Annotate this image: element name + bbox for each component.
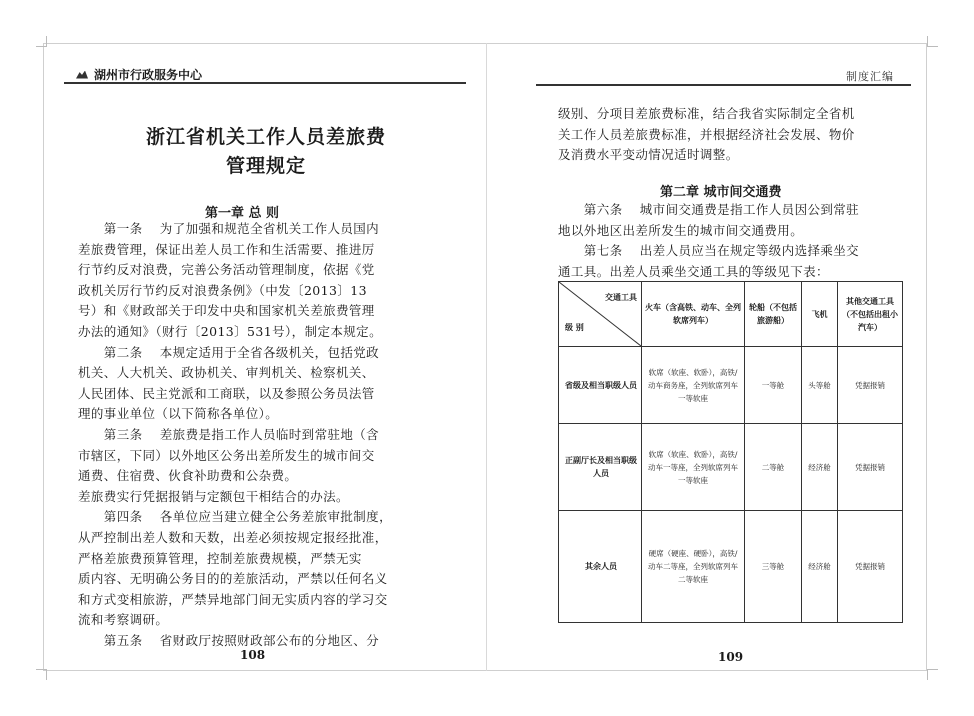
crop-mark bbox=[927, 669, 938, 680]
row-level: 其余人员 bbox=[585, 562, 617, 571]
right-header-rule bbox=[536, 84, 911, 86]
text-line: 市辖区，下同）以外地区公务出差所发生的城市间交 bbox=[78, 447, 375, 463]
text-line: 机关、人大机关、政协机关、审判机关、检察机关、 bbox=[78, 365, 375, 381]
row-other: 凭据报销 bbox=[855, 462, 885, 472]
row-train: 软席（软座、软卧），高铁/动车商务座，全列软席列车一等软座 bbox=[648, 367, 738, 403]
text-line: 第四条 各单位应当建立健全公务差旅审批制度， bbox=[78, 509, 392, 525]
text-line: 流和考察调研。 bbox=[78, 612, 169, 628]
row-train: 软席（软座、软卧），高铁/动车一等座，全列软席列车一等软座 bbox=[648, 449, 738, 485]
left-header-rule bbox=[64, 82, 466, 84]
row-level: 正副厅长及相当职级人员 bbox=[565, 456, 637, 478]
left-running-header bbox=[76, 66, 202, 83]
corner-header-bottom: 级 别 bbox=[565, 322, 584, 332]
table-divider bbox=[641, 282, 642, 622]
text-line: 和方式变相旅游，严禁异地部门间无实质内容的学习交 bbox=[78, 591, 388, 607]
text-line: 质内容、无明确公务目的的差旅活动，严禁以任何名义 bbox=[78, 571, 388, 587]
text-line: 第七条 出差人员应当在规定等级内选择乘坐交 bbox=[558, 243, 860, 259]
crop-mark bbox=[927, 36, 938, 47]
text-line: 差旅费管理，保证出差人员工作和生活需要、推进厉 bbox=[78, 241, 375, 257]
text-line: 第六条 城市间交通费是指工作人员因公到常驻 bbox=[558, 202, 860, 217]
right-header-title: 制度汇编 bbox=[846, 70, 894, 83]
row-plane: 头等舱 bbox=[808, 380, 831, 390]
header-other: 其他交通工具（不包括出租小汽车） bbox=[842, 296, 898, 332]
text-line: 及消费水平变动情况适时调整。 bbox=[558, 147, 739, 163]
crop-mark bbox=[36, 669, 47, 680]
text-line: 号）和《财政部关于印发中央和国家机关差旅费管理 bbox=[78, 303, 375, 319]
header-train: 火车（含高铁、动车、全列软席列车） bbox=[645, 303, 741, 325]
row-other: 凭据报销 bbox=[855, 380, 885, 390]
text-line: 政机关厉行节约反对浪费条例》（中发〔2013〕13 bbox=[78, 282, 367, 298]
row-level: 省级及相当职级人员 bbox=[565, 380, 637, 390]
left-header-title: 湖州市行政服务中心 bbox=[94, 68, 203, 82]
row-ship: 二等舱 bbox=[761, 462, 785, 472]
row-ship: 一等舱 bbox=[761, 380, 785, 390]
row-train: 硬席（硬座、硬卧），高铁/动车二等座，全列软席列车二等软座 bbox=[648, 549, 738, 584]
text-line: 通费、住宿费、伙食补助费和公杂费。 bbox=[78, 468, 298, 484]
page-number-left: 108 bbox=[240, 648, 266, 662]
text-line: 级别、分项目差旅费标准，结合我省实际制定全省机 bbox=[558, 106, 855, 121]
crop-mark bbox=[36, 36, 47, 47]
text-line: 第二条 本规定适用于全省各级机关，包括党政 bbox=[78, 344, 380, 360]
text-line: 人民团体、民主党派和工商联，以及参照公务员法管 bbox=[78, 385, 375, 401]
text-line: 第五条 省财政厅按照财政部公布的分地区、分 bbox=[78, 633, 380, 648]
row-ship: 三等舱 bbox=[761, 562, 785, 571]
row-plane: 经济舱 bbox=[808, 462, 831, 472]
mountain-logo-icon bbox=[76, 71, 88, 79]
header-plane: 飞机 bbox=[811, 309, 828, 319]
text-line: 第一条 为了加强和规范全省机关工作人员国内 bbox=[78, 221, 380, 236]
row-plane: 经济舱 bbox=[808, 562, 831, 571]
row-other: 凭据报销 bbox=[855, 562, 885, 571]
text-line: 地以外地区出差所发生的城市间交通费用。 bbox=[558, 222, 804, 238]
text-line: 通工具。出差人员乘坐交通工具的等级见下表： bbox=[558, 263, 829, 279]
text-line: 第三条 差旅费是指工作人员临时到常驻地（含 bbox=[78, 427, 380, 442]
text-line: 办法的通知》（财行〔2013〕531号），制定本规定。 bbox=[78, 324, 382, 339]
text-line: 关工作人员差旅费标准，并根据经济社会发展、物价 bbox=[558, 126, 855, 142]
text-line: 行节约反对浪费，完善公务活动管理制度，依据《党 bbox=[78, 262, 375, 278]
chapter-heading-2: 第二章 城市间交通费 bbox=[660, 185, 782, 200]
text-line: 差旅费实行凭据报销与定额包干相结合的办法。 bbox=[78, 488, 349, 504]
header-ship: 轮船（不包括旅游船） bbox=[749, 303, 797, 325]
text-line: 从严控制出差人数和天数，出差必须按规定报经批准， bbox=[78, 530, 388, 545]
text-line: 严格差旅费预算管理，控制差旅费规模，严禁无实 bbox=[78, 550, 362, 566]
corner-header-top: 交通工具 bbox=[605, 292, 637, 302]
document-title-line2: 管理规定 bbox=[225, 155, 306, 177]
transport-class-table bbox=[558, 281, 903, 623]
text-line: 理的事业单位（以下简称各单位）。 bbox=[78, 406, 279, 422]
page-number-right: 109 bbox=[718, 650, 744, 664]
chapter-heading-1: 第一章 总 则 bbox=[205, 206, 280, 221]
book-spine bbox=[486, 43, 487, 671]
document-title-line1: 浙江省机关工作人员差旅费 bbox=[145, 126, 386, 148]
